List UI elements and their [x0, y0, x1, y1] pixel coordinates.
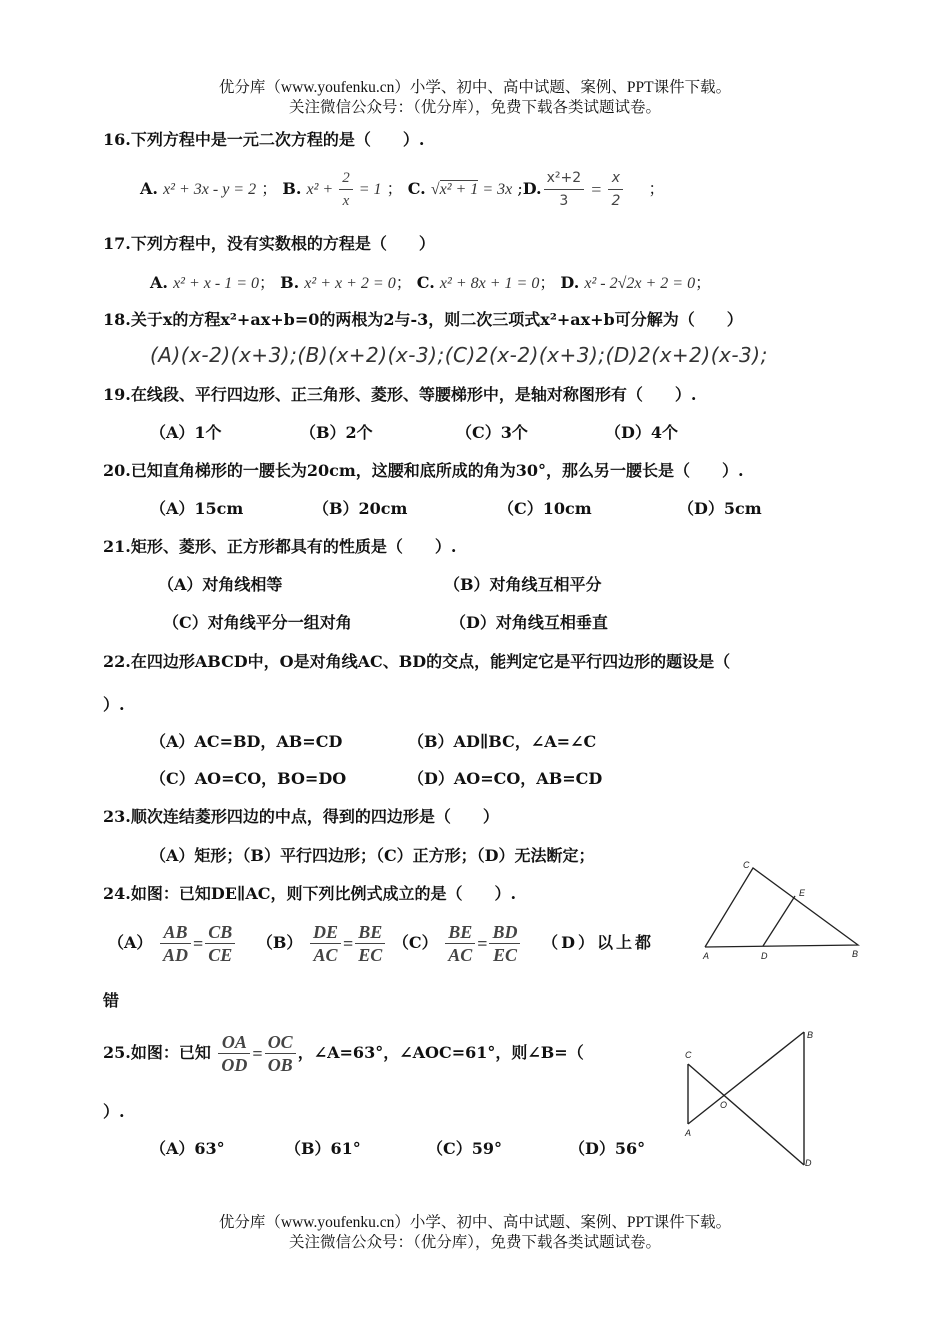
q24-d-label: （D）以上都	[542, 933, 654, 952]
q18-stem: 18.关于x的方程x²+ax+b=0的两根为2与-3，则二次三项式x²+ax+b可分解为（ ）	[103, 310, 743, 329]
q25-stem	[103, 1028, 584, 1079]
footer-line-1: 优分库（www.youfenku.cn）小学、初中、高中试题、案例、PPT课件下载。	[218, 1214, 732, 1231]
q24-a-frac2	[205, 921, 235, 966]
q24-a-d2: CE	[208, 945, 233, 965]
q24-a-n1: AB	[160, 921, 191, 944]
q17-a-expr: x² + x - 1 = 0	[173, 275, 259, 292]
q16-d-eq: =	[591, 179, 602, 200]
q17-a-label: A.	[150, 273, 168, 292]
q24-b-d2: EC	[358, 945, 383, 965]
q24-label-d: D	[761, 951, 768, 961]
q21-option-b: （B）对角线互相平分	[444, 575, 602, 594]
q17-c-label: C.	[416, 273, 435, 292]
q25-option-c: （C）59°	[427, 1139, 503, 1158]
q24-b-eq: =	[343, 933, 354, 954]
q24-c-eq: =	[477, 933, 488, 954]
q24-label-e: E	[799, 888, 806, 898]
q22-option-a: （A）AC=BD，AB=CD	[150, 732, 343, 751]
q20-option-d: （D）5cm	[678, 499, 762, 518]
q24-c-n2: BD	[489, 921, 520, 944]
q23-stem: 23.顺次连结菱形四边的中点，得到的四边形是（ ）	[103, 807, 499, 826]
q24-a-d1: AD	[163, 945, 189, 965]
q17-d-label: D.	[560, 273, 580, 292]
q25-option-b: （B）61°	[285, 1139, 361, 1158]
q24-c-n1: BE	[445, 921, 475, 944]
q20-option-a: （A）15cm	[150, 499, 244, 518]
q25-frac1	[218, 1031, 250, 1076]
q25-option-d: （D）56°	[569, 1139, 646, 1158]
q16-b-num: 2	[339, 167, 353, 190]
q17-b-label: B.	[280, 273, 300, 292]
q16-a-expr: x² + 3x - y = 2	[163, 181, 257, 198]
footer-line-2: 关注微信公众号：（优分库），免费下载各类试题试卷。	[288, 1234, 661, 1251]
q19-option-b: （B）2个	[300, 423, 373, 442]
q24-b-d1: AC	[313, 945, 338, 965]
q24-a-n2: CB	[205, 921, 235, 944]
q20-option-c: （C）10cm	[498, 499, 592, 518]
q17-sep-a: ；	[259, 273, 276, 292]
q25-label-a: A	[685, 1128, 692, 1138]
q24-c-frac1	[445, 921, 475, 966]
q25-stem-post: ，∠A=63°，∠AOC=61°，则∠B=（	[297, 1043, 584, 1062]
q24-b-label: （B）	[256, 933, 303, 952]
q25-label-b: B	[807, 1030, 814, 1040]
q25-stem-end: ）.	[103, 1102, 125, 1121]
q22-option-b: （B）AD∥BC，∠A=∠C	[408, 732, 597, 751]
q25-label-o: O	[720, 1100, 728, 1110]
q24-c-d1: AC	[448, 945, 473, 965]
q21-stem: 21.矩形、菱形、正方形都具有的性质是（ ）.	[103, 537, 457, 556]
q17-b-expr: x² + x + 2 = 0	[304, 275, 396, 292]
q24-b-frac2	[355, 921, 385, 966]
q22-option-d: （D）AO=CO，AB=CD	[408, 769, 603, 788]
q16-c-right: = 3x	[478, 181, 513, 198]
q25-stem-pre: 25.如图：已知	[103, 1043, 211, 1062]
q25-label-c: C	[685, 1050, 692, 1060]
q16-sep2: ；	[386, 179, 403, 198]
q16-d-num1: x²+2	[544, 167, 585, 190]
q17-stem: 17.下列方程中，没有实数根的方程是（ ）	[103, 234, 435, 253]
q19-option-d: （D）4个	[605, 423, 679, 442]
q25-n2: OC	[265, 1031, 296, 1054]
q16-d-den1: 3	[559, 193, 569, 209]
q17-sep-b: ；	[395, 273, 412, 292]
q16-d-num2: x	[608, 167, 623, 190]
q16-a-label: A.	[140, 179, 158, 198]
q16-b-right: = 1	[354, 181, 382, 198]
q22-stem: 22.在四边形ABCD中，O是对角线AC、BD的交点，能判定它是平行四边形的题设是（	[103, 652, 731, 671]
q24-b-n2: BE	[355, 921, 385, 944]
q16-d-den2: 2	[611, 193, 621, 209]
q24-label-b: B	[852, 949, 859, 959]
q22-stem-end: ）.	[103, 695, 125, 714]
header-line-1: 优分库（www.youfenku.cn）小学、初中、高中试题、案例、PPT课件下载。	[218, 79, 732, 96]
q18-options: (A)(x-2)(x+3);(B)(x+2)(x-3);(C)2(x-2)(x+3);(D)2(x+2)(x-3);	[150, 343, 768, 367]
q16-options	[140, 166, 665, 213]
q24-a-frac1	[160, 921, 191, 966]
q21-option-c: （C）对角线平分一组对角	[163, 613, 352, 632]
q16-c-radicand: x² + 1	[439, 181, 479, 198]
q17-sep-d: ；	[695, 273, 712, 292]
q16-d-frac1	[544, 167, 585, 212]
q24-label-c: C	[743, 860, 750, 870]
q24-c-frac2	[489, 921, 520, 966]
q25-segment-ab	[688, 1032, 804, 1124]
q25-frac2	[265, 1031, 296, 1076]
q16-c-sqrt: √x² + 1	[430, 181, 479, 198]
header-line-2: 关注微信公众号：（优分库），免费下载各类试题试卷。	[288, 99, 661, 116]
q21-option-d: （D）对角线互相垂直	[450, 613, 608, 632]
q25-option-a: （A）63°	[150, 1139, 225, 1158]
q19-stem: 19.在线段、平行四边形、正三角形、菱形、等腰梯形中，是轴对称图形有（ ）.	[103, 385, 697, 404]
q19-option-a: （A）1个	[150, 423, 222, 442]
q25-n1: OA	[218, 1031, 250, 1054]
q24-a-eq: =	[193, 933, 204, 954]
q24-a-label: （A）	[108, 933, 153, 952]
q16-d-frac2	[608, 167, 623, 212]
q25-d2: OB	[267, 1055, 293, 1075]
q16-b-fraction	[339, 167, 353, 212]
q22-option-c: （C）AO=CO，BO=DO	[150, 769, 347, 788]
q19-option-c: （C）3个	[456, 423, 528, 442]
q24-c-d2: EC	[492, 945, 517, 965]
q16-sep1: ；	[261, 179, 278, 198]
q16-b-den: x	[342, 193, 350, 209]
q23-options: （A）矩形；（B）平行四边形；（C）正方形；（D）无法断定；	[150, 846, 595, 865]
q24-options	[108, 918, 654, 969]
q24-b-n1: DE	[310, 921, 341, 944]
q16-c-label: C.	[407, 179, 426, 198]
q24-b-frac1	[310, 921, 341, 966]
q17-options	[150, 272, 711, 295]
q24-stem: 24.如图：已知DE∥AC，则下列比例式成立的是（ ）.	[103, 884, 517, 903]
q16-d-label: D.	[522, 179, 542, 198]
q17-sep-c: ；	[539, 273, 556, 292]
q17-d-expr: x² - 2√2x + 2 = 0	[584, 275, 696, 292]
q25-eq: =	[252, 1043, 263, 1064]
q25-d1: OD	[221, 1055, 248, 1075]
q16-b-label: B.	[282, 179, 302, 198]
q24-triangle	[705, 868, 858, 947]
q16-end: ；	[648, 179, 665, 198]
q24-d-tail: 错	[103, 991, 120, 1010]
q17-c-expr: x² + 8x + 1 = 0	[439, 275, 540, 292]
q24-label-a: A	[703, 951, 710, 961]
q24-segment-de	[763, 896, 795, 946]
q20-stem: 20.已知直角梯形的一腰长为20cm，这腰和底所成的角为30°，那么另一腰长是（ ）.	[103, 461, 744, 480]
q25-segment-cd	[688, 1064, 804, 1165]
q25-label-d: D	[805, 1158, 812, 1168]
q21-option-a: （A）对角线相等	[158, 575, 283, 594]
q16-sep3: ;	[517, 179, 523, 198]
q16-stem: 16.下列方程中是一元二次方程的是（ ）.	[103, 130, 425, 149]
q25-figure	[675, 1020, 825, 1172]
q24-c-label: （C）	[392, 933, 438, 952]
q24-figure	[695, 855, 870, 970]
q20-option-b: （B）20cm	[313, 499, 408, 518]
q16-b-left: x² +	[306, 181, 338, 198]
